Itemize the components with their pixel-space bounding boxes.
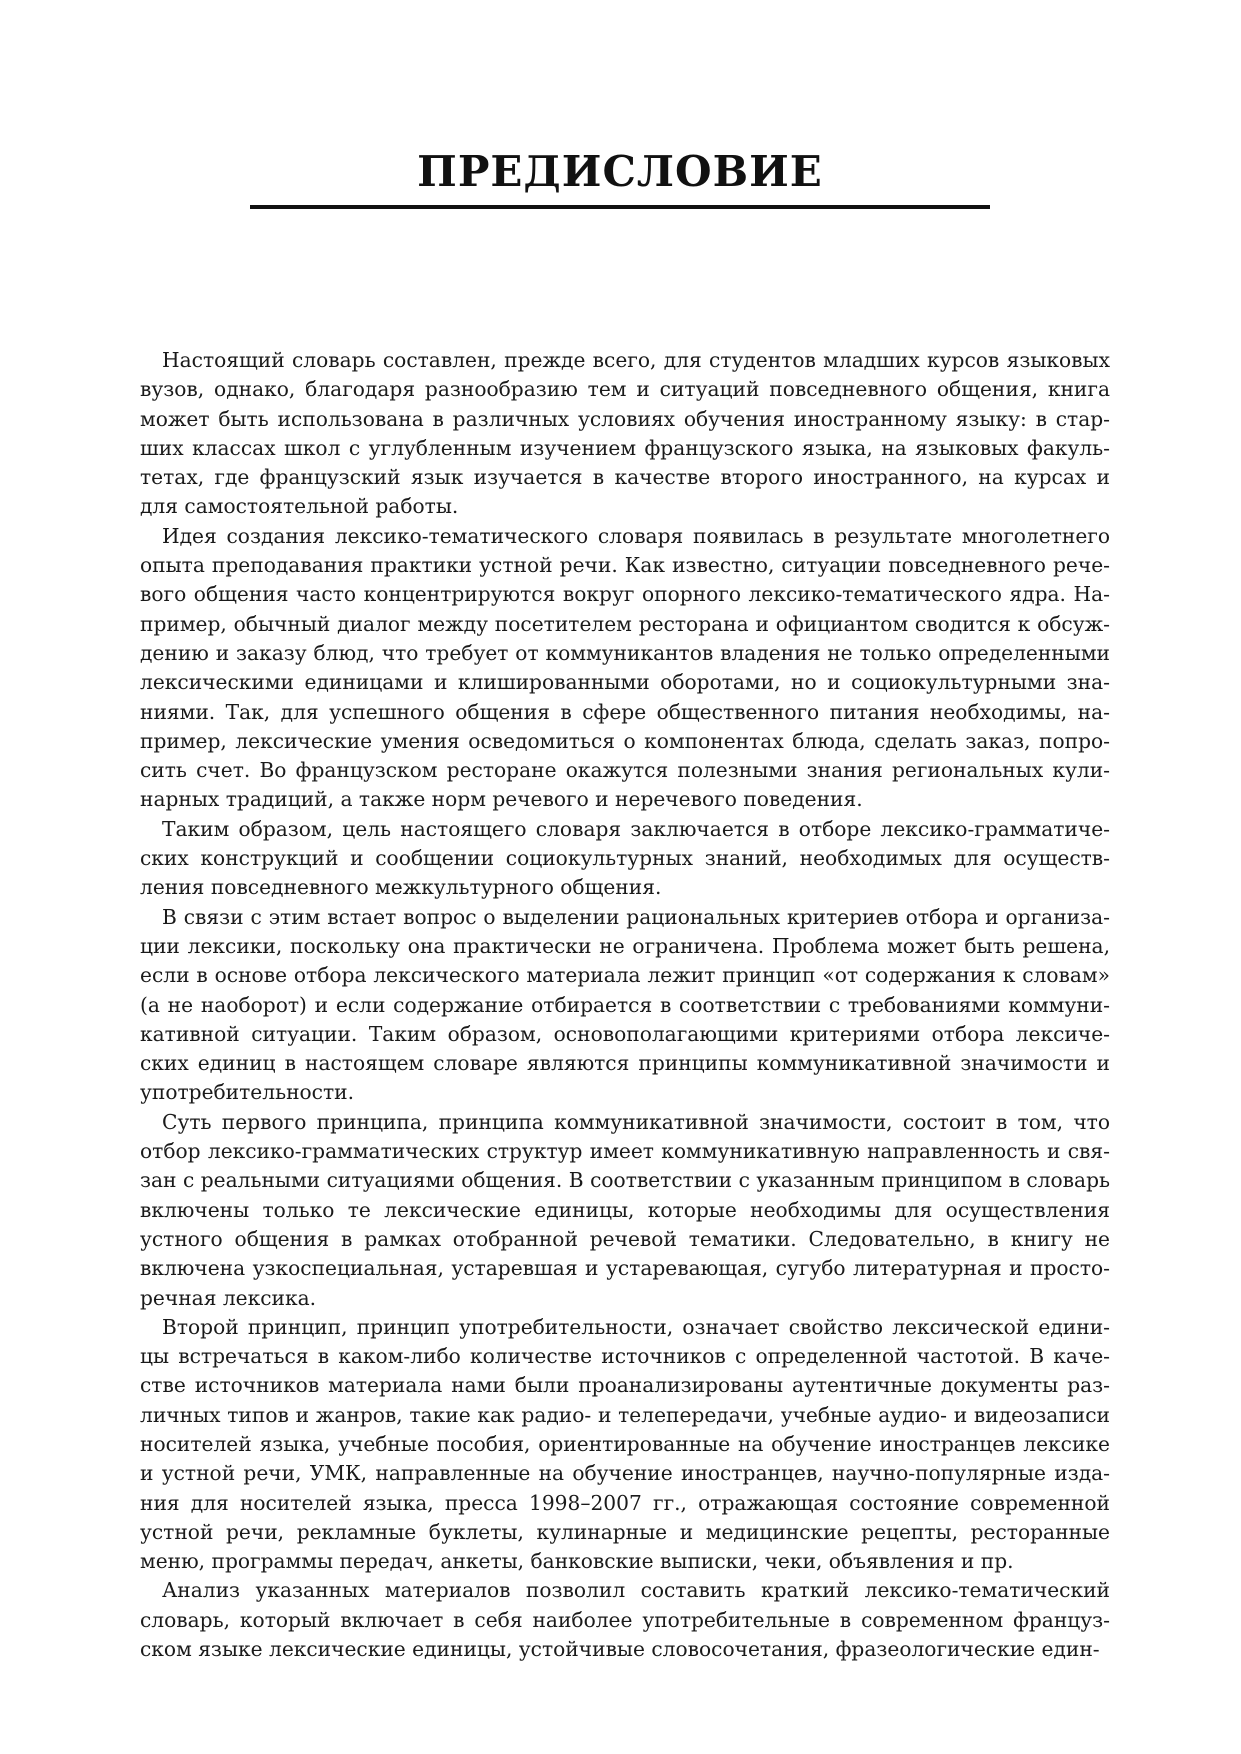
paragraph-3: Таким образом, цель настоящего словаря заключается в отборе лексико-грамматических конструкций и сообщении социокультурных знаний, необходимых для осуществления повседневного межкультурного общения. (140, 816, 1110, 900)
paragraph-7: Анализ указанных материалов позволил составить краткий лексико-тематический словарь, который включает в себя наиболее употребительные в современном французском языке лексические единицы, устойчивые словосочетания, фразеологические един- (140, 1578, 1110, 1662)
page-title: ПРЕДИСЛОВИЕ (417, 147, 823, 196)
title-underline (250, 205, 990, 209)
paragraph-2: Идея создания лексико-тематического словаря появилась в результате многолетнего опыта преподавания практики устной речи. Как известно, ситуации повседневного речевого общения часто концентрируются вокруг опорного лексико-тематического ядра. Например, обычный диалог между посетителем ресторана и официантом сводится к обсуждению и заказу блюд, что требует от коммуникантов владения не только определенными лексическими единицами и клишированными оборотами, но и социокультурными знаниями. Так, для успешного общения в сфере общественного питания необходимы, например, лексические умения осведомиться о компонентах блюда, сделать заказ, попросить счет. Во французском ресторане окажутся полезными знания региональных кулинарных традиций, а также норм речевого и неречевого поведения. (140, 523, 1110, 812)
body-text (140, 346, 1110, 1664)
paragraph-1: Настоящий словарь составлен, прежде всего, для студентов младших курсов языковых вузов, однако, благодаря разнообразию тем и ситуаций повседневного общения, книга может быть использована в различных условиях обучения иностранному языку: в старших классах школ с углубленным изучением французского языка, на языковых факультетах, где французский язык изучается в качестве второго иностранного, на курсах и для самостоятельной работы. (140, 348, 1110, 519)
paragraph-5: Суть первого принципа, принципа коммуникативной значимости, состоит в том, что отбор лексико-грамматических структур имеет коммуникативную направленность и связан с реальными ситуациями общения. В соответствии с указанным принципом в словарь включены только те лексические единицы, которые необходимы для осуществления устного общения в рамках отобранной речевой тематики. Следовательно, в книгу не включена узкоспециальная, устаревшая и устаревающая, сугубо литературная и просторечная лексика. (140, 1109, 1110, 1310)
paragraph-6: Второй принцип, принцип употребительности, означает свойство лексической единицы встречаться в каком-либо количестве источников с определенной частотой. В качестве источников материала нами были проанализированы аутентичные документы различных типов и жанров, такие как радио- и телепередачи, учебные аудио- и видеозаписи носителей языка, учебные пособия, ориентированные на обучение иностранцев лексике и устной речи, УМК, направленные на обучение иностранцев, научно-популярные издания для носителей языка, пресса 1998–2007 гг., отражающая состояние современной устной речи, рекламные буклеты, кулинарные и медицинские рецепты, ресторанные меню, программы передач, анкеты, банковские выписки, чеки, объявления и пр. (140, 1314, 1110, 1574)
paragraph-4: В связи с этим встает вопрос о выделении рациональных критериев отбора и организации лексики, поскольку она практически не ограничена. Проблема может быть решена, если в основе отбора лексического материала лежит принцип «от содержания к словам» (а не наоборот) и если содержание отбирается в соответствии с требованиями коммуникативной ситуации. Таким образом, основополагающими критериями отбора лексических единиц в настоящем словаре являются принципы коммуникативной значимости и употребительности. (140, 904, 1110, 1105)
